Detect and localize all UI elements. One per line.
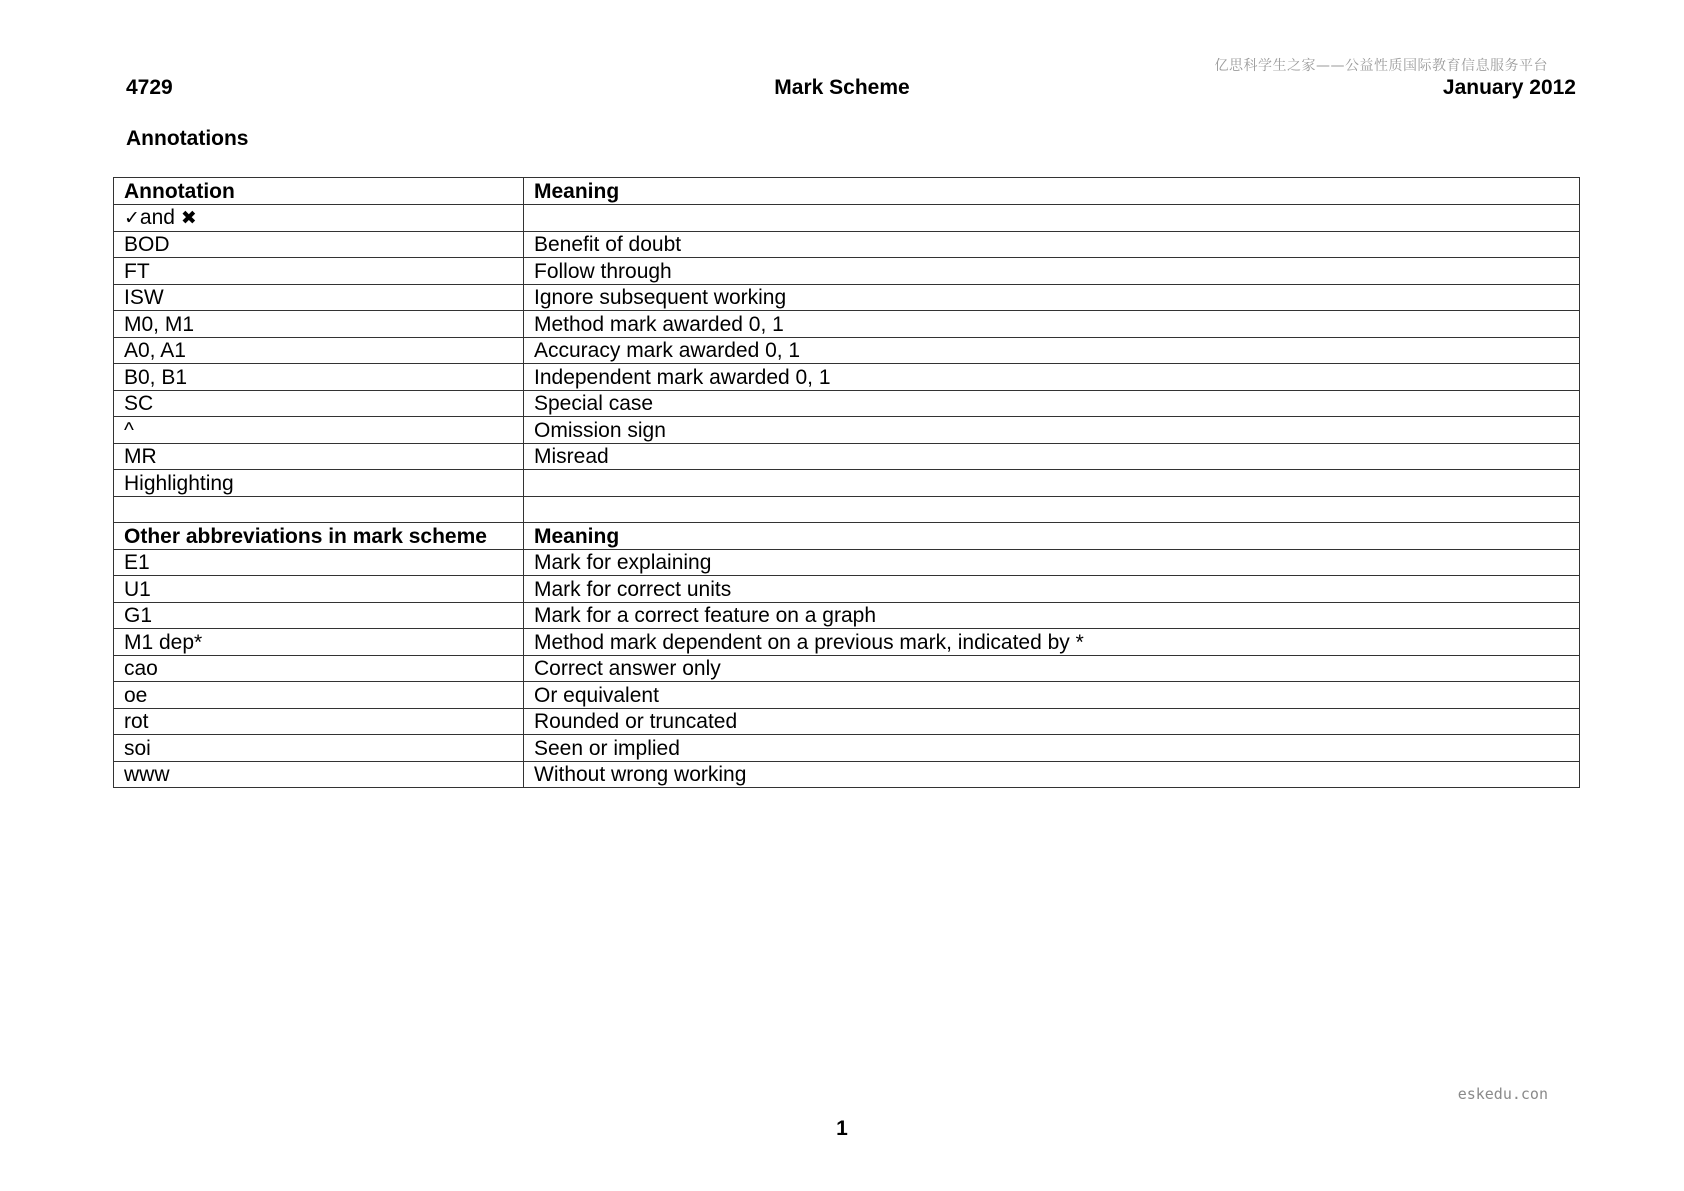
header-cell-abbreviation: Other abbreviations in mark scheme [114, 523, 524, 550]
table-cell [524, 496, 1580, 523]
table-cell [524, 470, 1580, 497]
table-row [114, 337, 1580, 364]
table-row [114, 682, 1580, 709]
table-row [114, 258, 1580, 285]
table-row [114, 204, 1580, 231]
watermark-top: 亿思科学生之家——公益性质国际教育信息服务平台 [1214, 58, 1548, 74]
table-row [114, 629, 1580, 656]
table-cell: M0, M1 [114, 311, 524, 338]
watermark-bottom: eskedu.con [1457, 1085, 1548, 1103]
cross-icon: ✖ [180, 207, 197, 229]
table-row [114, 443, 1580, 470]
table-row [114, 761, 1580, 788]
paper-code: 4729 [126, 76, 173, 99]
table-cell: www [114, 761, 524, 788]
table-cell: Independent mark awarded 0, 1 [524, 364, 1580, 391]
table-cell: Method mark dependent on a previous mark, indicated by * [524, 629, 1580, 656]
table-cell: ^ [114, 417, 524, 444]
tick-and-cross-cell [114, 204, 524, 231]
table-header-row [114, 178, 1580, 205]
table-row [114, 735, 1580, 762]
table-cell: Correct answer only [524, 655, 1580, 682]
table-cell: Omission sign [524, 417, 1580, 444]
annotations-table [113, 177, 1580, 788]
table-cell: U1 [114, 576, 524, 603]
table-cell: soi [114, 735, 524, 762]
page-number: 1 [836, 1117, 848, 1140]
table-cell: cao [114, 655, 524, 682]
table-cell: Mark for explaining [524, 549, 1580, 576]
table-row [114, 602, 1580, 629]
table-cell: BOD [114, 231, 524, 258]
table-row [114, 364, 1580, 391]
table-cell: FT [114, 258, 524, 285]
table-row [114, 549, 1580, 576]
table-cell: SC [114, 390, 524, 417]
header-cell-meaning: Meaning [524, 178, 1580, 205]
table-row [114, 655, 1580, 682]
header-cell-annotation: Annotation [114, 178, 524, 205]
table-cell: Without wrong working [524, 761, 1580, 788]
abbreviations-header-row [114, 523, 1580, 550]
table-row [114, 390, 1580, 417]
table-cell: Accuracy mark awarded 0, 1 [524, 337, 1580, 364]
table-cell: Or equivalent [524, 682, 1580, 709]
table-cell: MR [114, 443, 524, 470]
tick-icon: ✓ [124, 207, 140, 229]
table-row [114, 231, 1580, 258]
table-row [114, 311, 1580, 338]
table-row [114, 470, 1580, 497]
table-cell: Seen or implied [524, 735, 1580, 762]
document-title: Mark Scheme [774, 76, 910, 99]
table-cell: B0, B1 [114, 364, 524, 391]
table-row [114, 576, 1580, 603]
section-heading: Annotations [126, 127, 249, 150]
table-cell: Highlighting [114, 470, 524, 497]
blank-row [114, 496, 1580, 523]
table-cell: Rounded or truncated [524, 708, 1580, 735]
table-cell: A0, A1 [114, 337, 524, 364]
table-row [114, 708, 1580, 735]
table-cell: Method mark awarded 0, 1 [524, 311, 1580, 338]
exam-date: January 2012 [1442, 76, 1576, 99]
table-cell [524, 204, 1580, 231]
table-cell [114, 496, 524, 523]
and-word: and [139, 205, 175, 229]
table-cell: ISW [114, 284, 524, 311]
table-cell: Ignore subsequent working [524, 284, 1580, 311]
table-cell: E1 [114, 549, 524, 576]
table-cell: rot [114, 708, 524, 735]
table-cell: oe [114, 682, 524, 709]
table-cell: Special case [524, 390, 1580, 417]
table-cell: Mark for a correct feature on a graph [524, 602, 1580, 629]
table-cell: G1 [114, 602, 524, 629]
table-row [114, 417, 1580, 444]
header-cell-meaning: Meaning [524, 523, 1580, 550]
table-row [114, 284, 1580, 311]
table-cell: M1 dep* [114, 629, 524, 656]
table-cell: Misread [524, 443, 1580, 470]
table-cell: Benefit of doubt [524, 231, 1580, 258]
table-cell: Mark for correct units [524, 576, 1580, 603]
table-cell: Follow through [524, 258, 1580, 285]
